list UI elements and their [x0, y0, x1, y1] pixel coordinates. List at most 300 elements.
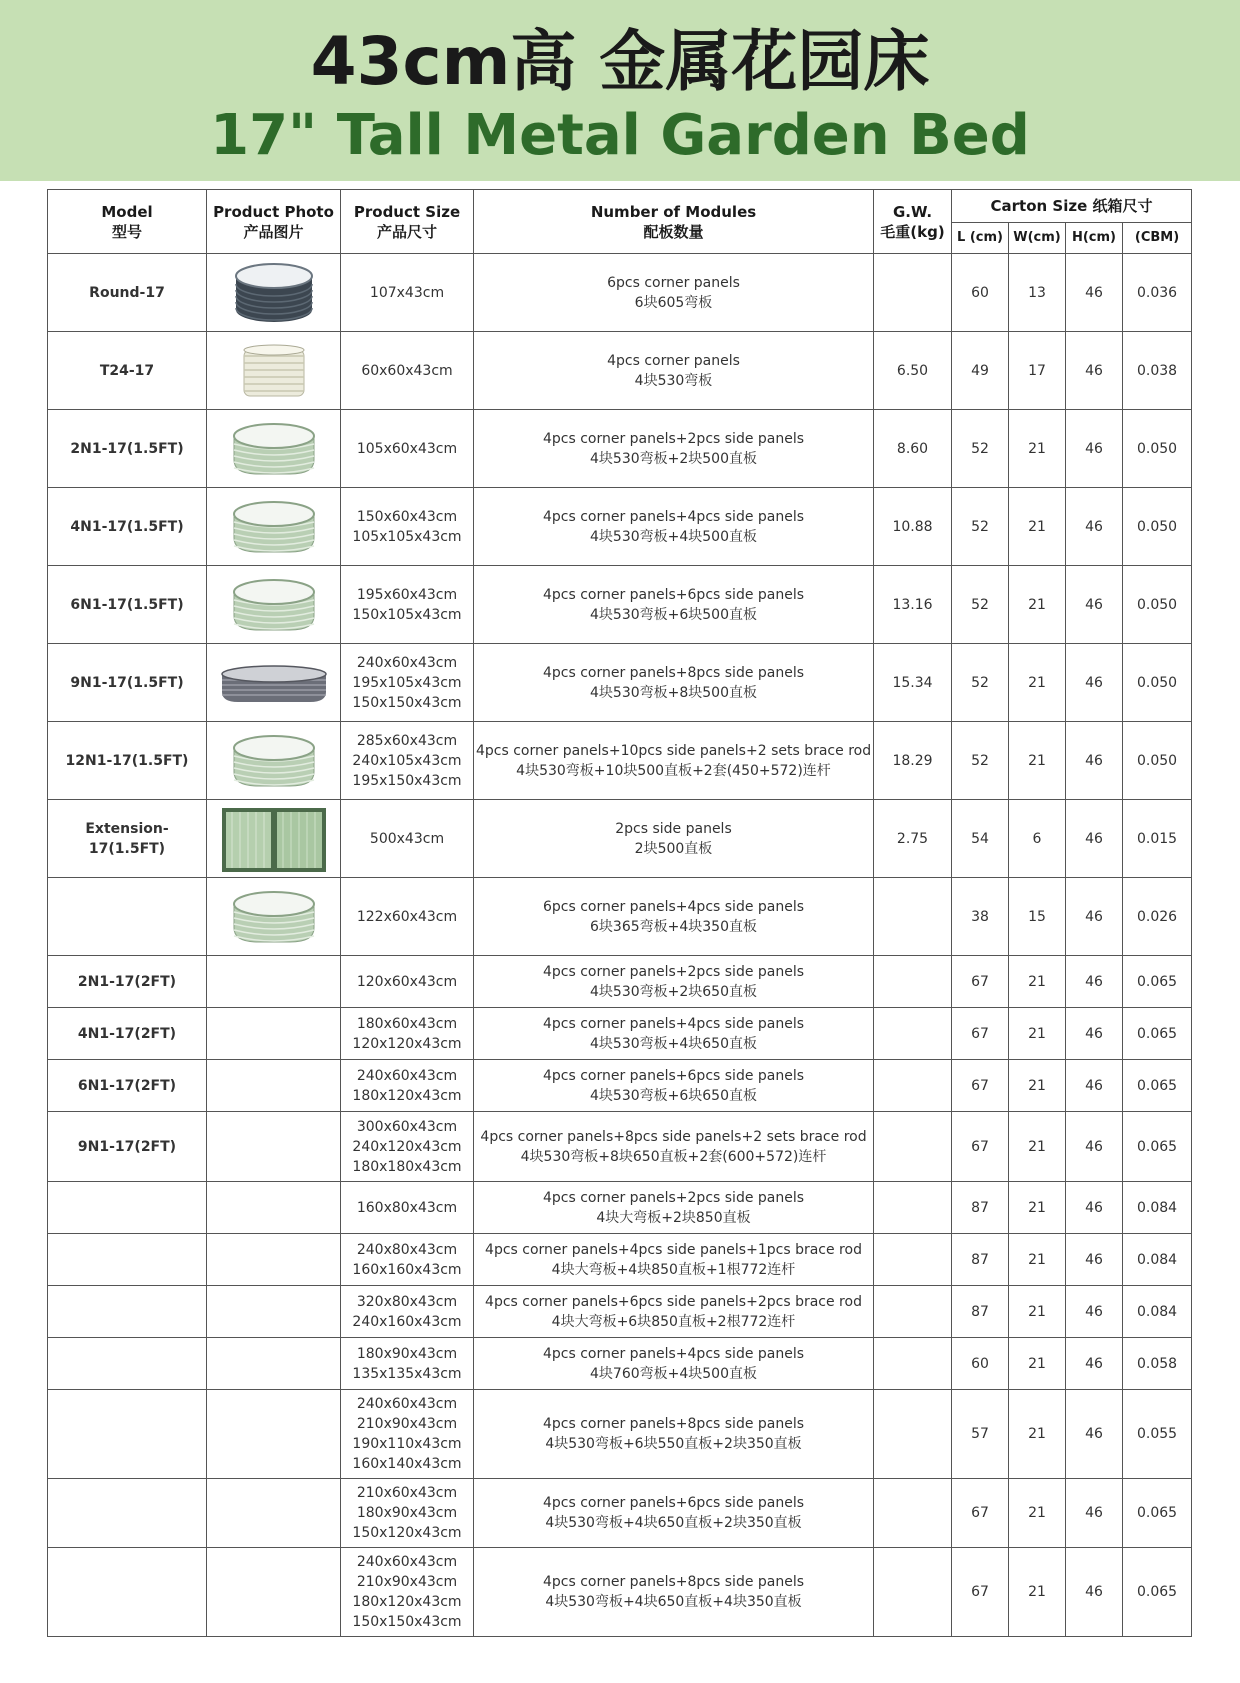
carton-cbm-cell: 0.038	[1123, 332, 1192, 410]
modules-cell	[474, 956, 874, 1008]
carton-width-cell: 15	[1009, 878, 1066, 956]
modules-cell	[474, 254, 874, 332]
modules-cell	[474, 566, 874, 644]
carton-height-cell: 46	[1066, 1112, 1123, 1182]
modules-line: 4块530弯板+10块500直板+2套(450+572)连杆	[516, 762, 831, 779]
carton-height-cell: 46	[1066, 800, 1123, 878]
round-bed-photo	[218, 258, 330, 328]
header-carton-length: L (cm)	[952, 223, 1009, 254]
table-row	[48, 488, 1192, 566]
modules-line: 4块760弯板+4块500直板	[590, 1365, 757, 1382]
photo-cell	[207, 332, 341, 410]
modules-line: 4pcs corner panels+10pcs side panels+2 sets brace rod	[476, 742, 872, 759]
modules-cell	[474, 332, 874, 410]
header-gross-weight: G.W. 毛重(kg)	[874, 190, 952, 254]
modules-line: 4pcs corner panels+2pcs side panels	[542, 1189, 805, 1206]
carton-width-cell: 21	[1009, 1008, 1066, 1060]
carton-length-cell: 52	[952, 722, 1009, 800]
modules-line: 4块530弯板+4块650直板+4块350直板	[545, 1594, 802, 1610]
modules-line: 4块530弯板+6块500直板	[590, 606, 757, 623]
gross-weight-cell: 10.88	[874, 488, 952, 566]
gross-weight-cell: 6.50	[874, 332, 952, 410]
model-cell: Round-17	[48, 254, 207, 332]
photo-cell	[207, 1182, 341, 1234]
gross-weight-cell: 18.29	[874, 722, 952, 800]
size-line: 160x160x43cm	[352, 1261, 462, 1278]
page-title-english: 17" Tall Metal Garden Bed	[210, 103, 1030, 168]
modules-line: 6pcs corner panels	[607, 274, 740, 291]
modules-line: 4块530弯板+8块500直板	[590, 684, 757, 701]
modules-cell	[474, 800, 874, 878]
size-cell	[341, 1060, 474, 1112]
carton-cbm-cell: 0.065	[1123, 1008, 1192, 1060]
oval-bed-photo	[218, 570, 330, 640]
modules-line: 4pcs corner panels	[607, 352, 740, 369]
photo-cell	[207, 1548, 341, 1637]
size-line: 180x180x43cm	[352, 1158, 462, 1175]
table-row	[48, 1479, 1192, 1548]
carton-height-cell: 46	[1066, 1479, 1123, 1548]
carton-width-cell: 21	[1009, 1060, 1066, 1112]
model-cell: Extension-17(1.5FT)	[48, 800, 207, 878]
size-line: 120x120x43cm	[352, 1035, 462, 1052]
photo-cell	[207, 1479, 341, 1548]
size-line: 240x80x43cm	[356, 1241, 458, 1258]
modules-line: 2块500直板	[634, 840, 713, 857]
gross-weight-cell: 15.34	[874, 644, 952, 722]
table-row	[48, 1286, 1192, 1338]
carton-height-cell: 46	[1066, 722, 1123, 800]
size-line: 240x60x43cm	[356, 1396, 458, 1412]
header-model: Model 型号	[48, 190, 207, 254]
size-cell	[341, 1286, 474, 1338]
carton-cbm-cell: 0.084	[1123, 1234, 1192, 1286]
carton-cbm-cell: 0.050	[1123, 488, 1192, 566]
carton-length-cell: 52	[952, 644, 1009, 722]
size-line: 240x60x43cm	[356, 1067, 458, 1084]
table-row	[48, 1390, 1192, 1479]
gross-weight-cell	[874, 1390, 952, 1479]
model-cell: 4N1-17(1.5FT)	[48, 488, 207, 566]
carton-height-cell: 46	[1066, 1234, 1123, 1286]
table-row	[48, 410, 1192, 488]
photo-cell	[207, 644, 341, 722]
modules-line: 4pcs corner panels+2pcs side panels	[542, 430, 805, 447]
carton-length-cell: 60	[952, 254, 1009, 332]
gross-weight-cell	[874, 254, 952, 332]
header-carton-width: W(cm)	[1009, 223, 1066, 254]
carton-length-cell: 67	[952, 1060, 1009, 1112]
photo-cell	[207, 1008, 341, 1060]
photo-cell	[207, 1390, 341, 1479]
gross-weight-cell	[874, 1060, 952, 1112]
panel-photo	[218, 804, 330, 874]
carton-cbm-cell: 0.036	[1123, 254, 1192, 332]
header-carton-size: Carton Size 纸箱尺寸	[952, 190, 1192, 223]
model-cell: T24-17	[48, 332, 207, 410]
gross-weight-cell	[874, 956, 952, 1008]
carton-height-cell: 46	[1066, 1060, 1123, 1112]
carton-length-cell: 67	[952, 956, 1009, 1008]
gross-weight-cell	[874, 1234, 952, 1286]
modules-cell	[474, 1234, 874, 1286]
modules-line: 4块大弯板+6块850直板+2根772连杆	[551, 1313, 796, 1330]
photo-cell	[207, 800, 341, 878]
modules-line: 4pcs corner panels+6pcs side panels	[542, 586, 805, 603]
carton-width-cell: 21	[1009, 1390, 1066, 1479]
table-body	[48, 254, 1192, 1637]
size-cell	[341, 1479, 474, 1548]
table-row	[48, 1060, 1192, 1112]
square-bed-photo	[218, 336, 330, 406]
carton-height-cell: 46	[1066, 1008, 1123, 1060]
table-row	[48, 878, 1192, 956]
table-row	[48, 800, 1192, 878]
size-line: 210x90x43cm	[356, 1574, 458, 1590]
model-cell	[48, 1286, 207, 1338]
modules-line: 4pcs corner panels+6pcs side panels+2pcs brace rod	[485, 1293, 862, 1310]
carton-length-cell: 60	[952, 1338, 1009, 1390]
modules-cell	[474, 1548, 874, 1637]
table-row	[48, 722, 1192, 800]
carton-height-cell: 46	[1066, 1390, 1123, 1479]
gross-weight-cell	[874, 878, 952, 956]
carton-cbm-cell: 0.050	[1123, 410, 1192, 488]
table-row	[48, 332, 1192, 410]
modules-line: 4块大弯板+4块850直板+1根772连杆	[551, 1261, 796, 1278]
size-cell	[341, 1390, 474, 1479]
size-line: 190x110x43cm	[352, 1436, 462, 1452]
modules-line: 4pcs corner panels+4pcs side panels	[542, 1015, 805, 1032]
carton-height-cell: 46	[1066, 878, 1123, 956]
size-cell	[341, 1548, 474, 1637]
modules-line: 4pcs corner panels+8pcs side panels	[542, 1416, 805, 1432]
carton-height-cell: 46	[1066, 410, 1123, 488]
model-cell: 6N1-17(1.5FT)	[48, 566, 207, 644]
model-cell	[48, 1479, 207, 1548]
carton-width-cell: 21	[1009, 722, 1066, 800]
table-row	[48, 1338, 1192, 1390]
modules-line: 4pcs corner panels+2pcs side panels	[542, 963, 805, 980]
size-cell	[341, 1234, 474, 1286]
model-cell	[48, 1338, 207, 1390]
modules-line: 4块530弯板+2块500直板	[590, 450, 757, 467]
size-line: 160x140x43cm	[352, 1456, 462, 1472]
carton-height-cell: 46	[1066, 1286, 1123, 1338]
long-bed-photo	[218, 648, 330, 718]
carton-length-cell: 52	[952, 410, 1009, 488]
model-cell	[48, 1182, 207, 1234]
model-cell	[48, 1234, 207, 1286]
modules-line: 4块530弯板+4块500直板	[590, 528, 757, 545]
carton-cbm-cell: 0.065	[1123, 1548, 1192, 1637]
size-line: 300x60x43cm	[356, 1118, 458, 1135]
size-line: 195x105x43cm	[352, 674, 462, 691]
modules-line: 2pcs side panels	[615, 820, 732, 837]
size-cell	[341, 722, 474, 800]
modules-line: 4块530弯板+2块650直板	[590, 983, 757, 1000]
size-line: 180x90x43cm	[356, 1505, 458, 1521]
modules-cell	[474, 410, 874, 488]
size-line: 160x80x43cm	[356, 1199, 458, 1216]
size-cell	[341, 878, 474, 956]
table-row	[48, 566, 1192, 644]
modules-cell	[474, 1060, 874, 1112]
model-cell: 2N1-17(2FT)	[48, 956, 207, 1008]
table-row	[48, 1548, 1192, 1637]
model-cell: 2N1-17(1.5FT)	[48, 410, 207, 488]
specification-table	[47, 189, 1192, 1637]
size-cell	[341, 488, 474, 566]
gross-weight-cell	[874, 1112, 952, 1182]
size-line: 210x90x43cm	[356, 1416, 458, 1432]
model-cell	[48, 1390, 207, 1479]
header-modules: Number of Modules 配板数量	[474, 190, 874, 254]
size-cell	[341, 644, 474, 722]
gross-weight-cell	[874, 1286, 952, 1338]
size-cell	[341, 410, 474, 488]
size-line: 180x120x43cm	[352, 1594, 462, 1610]
gross-weight-cell	[874, 1479, 952, 1548]
size-line: 135x135x43cm	[352, 1365, 462, 1382]
size-line: 120x60x43cm	[356, 973, 458, 990]
oval-bed-photo	[218, 492, 330, 562]
photo-cell	[207, 1338, 341, 1390]
carton-cbm-cell: 0.015	[1123, 800, 1192, 878]
modules-line: 4块530弯板+8块650直板+2套(600+572)连杆	[520, 1148, 827, 1165]
modules-cell	[474, 1390, 874, 1479]
carton-cbm-cell: 0.065	[1123, 956, 1192, 1008]
size-cell	[341, 332, 474, 410]
modules-line: 4pcs corner panels+8pcs side panels+2 sets brace rod	[480, 1128, 867, 1145]
header-carton-height: H(cm)	[1066, 223, 1123, 254]
page-header	[0, 0, 1240, 181]
oval-bed-photo	[218, 726, 330, 796]
size-line: 180x120x43cm	[352, 1087, 462, 1104]
size-line: 150x120x43cm	[352, 1525, 462, 1541]
model-cell: 12N1-17(1.5FT)	[48, 722, 207, 800]
carton-width-cell: 21	[1009, 1182, 1066, 1234]
photo-cell	[207, 956, 341, 1008]
model-cell: 4N1-17(2FT)	[48, 1008, 207, 1060]
gross-weight-cell: 13.16	[874, 566, 952, 644]
table-row	[48, 956, 1192, 1008]
size-line: 240x120x43cm	[352, 1138, 462, 1155]
modules-line: 4pcs corner panels+6pcs side panels	[542, 1495, 805, 1511]
carton-width-cell: 21	[1009, 1234, 1066, 1286]
photo-cell	[207, 878, 341, 956]
size-line: 105x60x43cm	[356, 440, 458, 457]
carton-cbm-cell: 0.058	[1123, 1338, 1192, 1390]
modules-line: 6块605弯板	[634, 294, 713, 311]
gross-weight-cell	[874, 1338, 952, 1390]
modules-cell	[474, 878, 874, 956]
carton-cbm-cell: 0.065	[1123, 1479, 1192, 1548]
carton-length-cell: 67	[952, 1479, 1009, 1548]
size-line: 107x43cm	[369, 284, 445, 301]
size-cell	[341, 566, 474, 644]
carton-length-cell: 57	[952, 1390, 1009, 1479]
carton-height-cell: 46	[1066, 956, 1123, 1008]
header-size: Product Size 产品尺寸	[341, 190, 474, 254]
carton-length-cell: 67	[952, 1548, 1009, 1637]
carton-length-cell: 52	[952, 488, 1009, 566]
size-line: 240x60x43cm	[356, 1554, 458, 1570]
size-cell	[341, 800, 474, 878]
photo-cell	[207, 410, 341, 488]
carton-length-cell: 38	[952, 878, 1009, 956]
modules-line: 6pcs corner panels+4pcs side panels	[542, 898, 805, 915]
modules-line: 6块365弯板+4块350直板	[590, 918, 757, 935]
table-row	[48, 1234, 1192, 1286]
carton-length-cell: 49	[952, 332, 1009, 410]
carton-height-cell: 46	[1066, 1548, 1123, 1637]
modules-line: 4块530弯板+4块650直板	[590, 1035, 757, 1052]
model-cell	[48, 878, 207, 956]
carton-height-cell: 46	[1066, 488, 1123, 566]
size-line: 195x150x43cm	[352, 772, 462, 789]
modules-line: 4pcs corner panels+4pcs side panels	[542, 1345, 805, 1362]
size-cell	[341, 1008, 474, 1060]
size-line: 150x150x43cm	[352, 694, 462, 711]
size-line: 210x60x43cm	[356, 1485, 458, 1501]
photo-cell	[207, 1060, 341, 1112]
size-cell	[341, 1182, 474, 1234]
page-title-chinese: 43cm高 金属花园床	[310, 23, 930, 100]
gross-weight-cell: 2.75	[874, 800, 952, 878]
gross-weight-cell	[874, 1008, 952, 1060]
carton-width-cell: 13	[1009, 254, 1066, 332]
header-carton-cbm: (CBM)	[1123, 223, 1192, 254]
carton-length-cell: 54	[952, 800, 1009, 878]
model-cell: 9N1-17(2FT)	[48, 1112, 207, 1182]
size-line: 285x60x43cm	[356, 732, 458, 749]
carton-width-cell: 21	[1009, 1548, 1066, 1637]
size-line: 60x60x43cm	[361, 362, 453, 379]
modules-line: 4块530弯板+6块550直板+2块350直板	[545, 1436, 802, 1452]
model-cell: 9N1-17(1.5FT)	[48, 644, 207, 722]
carton-width-cell: 21	[1009, 488, 1066, 566]
carton-width-cell: 6	[1009, 800, 1066, 878]
photo-cell	[207, 254, 341, 332]
modules-cell	[474, 644, 874, 722]
modules-line: 4pcs corner panels+4pcs side panels	[542, 508, 805, 525]
gross-weight-cell	[874, 1182, 952, 1234]
size-line: 150x150x43cm	[352, 1614, 462, 1630]
size-line: 180x90x43cm	[356, 1345, 458, 1362]
header-photo: Product Photo 产品图片	[207, 190, 341, 254]
table-row	[48, 1112, 1192, 1182]
photo-cell	[207, 566, 341, 644]
modules-line: 4pcs corner panels+8pcs side panels	[542, 664, 805, 681]
size-cell	[341, 254, 474, 332]
carton-height-cell: 46	[1066, 1338, 1123, 1390]
carton-cbm-cell: 0.084	[1123, 1286, 1192, 1338]
carton-width-cell: 21	[1009, 566, 1066, 644]
size-line: 195x60x43cm	[356, 586, 458, 603]
carton-cbm-cell: 0.026	[1123, 878, 1192, 956]
carton-length-cell: 67	[952, 1112, 1009, 1182]
carton-width-cell: 21	[1009, 1338, 1066, 1390]
size-line: 150x105x43cm	[352, 606, 462, 623]
size-line: 500x43cm	[369, 830, 445, 847]
photo-cell	[207, 1234, 341, 1286]
carton-height-cell: 46	[1066, 332, 1123, 410]
modules-line: 4块530弯板	[634, 372, 713, 389]
carton-width-cell: 21	[1009, 1112, 1066, 1182]
carton-width-cell: 17	[1009, 332, 1066, 410]
model-cell	[48, 1548, 207, 1637]
carton-height-cell: 46	[1066, 254, 1123, 332]
modules-line: 4块530弯板+6块650直板	[590, 1087, 757, 1104]
carton-height-cell: 46	[1066, 1182, 1123, 1234]
modules-cell	[474, 1286, 874, 1338]
table-row	[48, 254, 1192, 332]
modules-cell	[474, 488, 874, 566]
table-row	[48, 644, 1192, 722]
oval-bed-photo	[218, 414, 330, 484]
oval-bed-photo	[218, 882, 330, 952]
modules-cell	[474, 1008, 874, 1060]
modules-cell	[474, 1479, 874, 1548]
carton-cbm-cell: 0.065	[1123, 1060, 1192, 1112]
gross-weight-cell: 8.60	[874, 410, 952, 488]
size-line: 240x60x43cm	[356, 654, 458, 671]
carton-length-cell: 87	[952, 1182, 1009, 1234]
modules-line: 4pcs corner panels+6pcs side panels	[542, 1067, 805, 1084]
size-line: 105x105x43cm	[352, 528, 462, 545]
size-cell	[341, 1112, 474, 1182]
carton-length-cell: 87	[952, 1234, 1009, 1286]
modules-cell	[474, 1112, 874, 1182]
size-cell	[341, 1338, 474, 1390]
carton-cbm-cell: 0.065	[1123, 1112, 1192, 1182]
modules-line: 4块大弯板+2块850直板	[596, 1209, 751, 1226]
table-row	[48, 1182, 1192, 1234]
size-cell	[341, 956, 474, 1008]
modules-cell	[474, 722, 874, 800]
carton-height-cell: 46	[1066, 644, 1123, 722]
size-line: 150x60x43cm	[356, 508, 458, 525]
carton-width-cell: 21	[1009, 1286, 1066, 1338]
carton-cbm-cell: 0.050	[1123, 644, 1192, 722]
carton-width-cell: 21	[1009, 956, 1066, 1008]
carton-width-cell: 21	[1009, 410, 1066, 488]
carton-width-cell: 21	[1009, 1479, 1066, 1548]
photo-cell	[207, 1112, 341, 1182]
model-cell: 6N1-17(2FT)	[48, 1060, 207, 1112]
carton-length-cell: 87	[952, 1286, 1009, 1338]
size-line: 122x60x43cm	[356, 908, 458, 925]
modules-line: 4块530弯板+4块650直板+2块350直板	[545, 1515, 802, 1531]
photo-cell	[207, 488, 341, 566]
carton-length-cell: 52	[952, 566, 1009, 644]
carton-cbm-cell: 0.050	[1123, 566, 1192, 644]
carton-cbm-cell: 0.055	[1123, 1390, 1192, 1479]
modules-cell	[474, 1338, 874, 1390]
size-line: 320x80x43cm	[356, 1293, 458, 1310]
carton-cbm-cell: 0.050	[1123, 722, 1192, 800]
carton-length-cell: 67	[952, 1008, 1009, 1060]
size-line: 180x60x43cm	[356, 1015, 458, 1032]
carton-height-cell: 46	[1066, 566, 1123, 644]
modules-line: 4pcs corner panels+4pcs side panels+1pcs brace rod	[485, 1241, 862, 1258]
modules-line: 4pcs corner panels+8pcs side panels	[542, 1574, 805, 1590]
photo-cell	[207, 722, 341, 800]
carton-width-cell: 21	[1009, 644, 1066, 722]
gross-weight-cell	[874, 1548, 952, 1637]
modules-cell	[474, 1182, 874, 1234]
